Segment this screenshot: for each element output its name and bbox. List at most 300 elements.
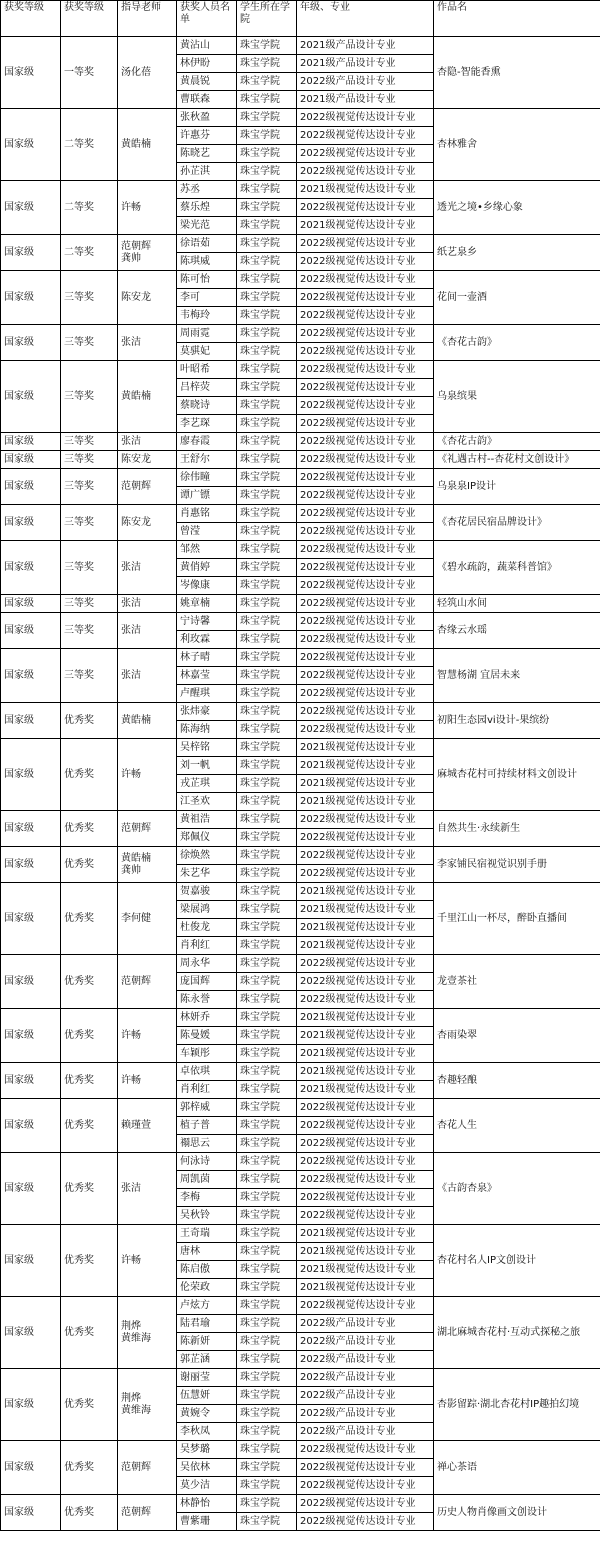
college-cell: 珠宝学院 xyxy=(237,1243,297,1261)
grade-major-cell: 2022级视觉传达设计专业 xyxy=(297,1117,434,1135)
award-grade-cell: 一等奖 xyxy=(61,37,118,109)
college-cell: 珠宝学院 xyxy=(237,1189,297,1207)
award-grade-cell: 优秀奖 xyxy=(61,847,118,883)
advisor-cell: 黄皓楠 龚帅 xyxy=(118,847,177,883)
header-work-title: 作品名 xyxy=(434,1,600,37)
grade-major-cell: 2021级视觉传达设计专业 xyxy=(297,1027,434,1045)
grade-major-cell: 2022级视觉传达设计专业 xyxy=(297,379,434,397)
award-grade-cell: 优秀奖 xyxy=(61,1063,118,1099)
college-cell: 珠宝学院 xyxy=(237,109,297,127)
work-title-cell: 杏花村名人IP文创设计 xyxy=(434,1225,600,1297)
college-cell: 珠宝学院 xyxy=(237,361,297,379)
table-row xyxy=(1,541,600,559)
work-title-cell: 轻筑山水间 xyxy=(434,595,600,613)
table-row xyxy=(1,451,600,469)
header-award-level: 获奖等级 xyxy=(1,1,61,37)
college-cell: 珠宝学院 xyxy=(237,199,297,217)
college-cell: 珠宝学院 xyxy=(237,1081,297,1099)
grade-major-cell: 2022级视觉传达设计专业 xyxy=(297,325,434,343)
advisor-cell: 陈安龙 xyxy=(118,271,177,325)
grade-major-cell: 2022级视觉传达设计专业 xyxy=(297,865,434,883)
college-cell: 珠宝学院 xyxy=(237,577,297,595)
table-row xyxy=(1,37,600,55)
student-name-cell: 何泳诗 xyxy=(177,1153,237,1171)
header-advisor: 指导老师 xyxy=(118,1,177,37)
college-cell: 珠宝学院 xyxy=(237,487,297,505)
work-title-cell: 杏趣轻酿 xyxy=(434,1063,600,1099)
grade-major-cell: 2022级视觉传达设计专业 xyxy=(297,1477,434,1495)
college-cell: 珠宝学院 xyxy=(237,775,297,793)
grade-major-cell: 2022级视觉传达设计专业 xyxy=(297,811,434,829)
college-cell: 珠宝学院 xyxy=(237,1153,297,1171)
award-grade-cell: 三等奖 xyxy=(61,433,118,451)
award-level-cell: 国家级 xyxy=(1,739,61,811)
college-cell: 珠宝学院 xyxy=(237,1459,297,1477)
college-cell: 珠宝学院 xyxy=(237,559,297,577)
grade-major-cell: 2022级视觉传达设计专业 xyxy=(297,1153,434,1171)
table-row xyxy=(1,271,600,289)
college-cell: 珠宝学院 xyxy=(237,1099,297,1117)
award-level-cell: 国家级 xyxy=(1,451,61,469)
work-title-cell: 《杏花古韵》 xyxy=(434,433,600,451)
student-name-cell: 唐林 xyxy=(177,1243,237,1261)
college-cell: 珠宝学院 xyxy=(237,55,297,73)
grade-major-cell: 2021级视觉传达设计专业 xyxy=(297,181,434,199)
advisor-cell: 荆烨 黄维海 xyxy=(118,1369,177,1441)
grade-major-cell: 2022级视觉传达设计专业 xyxy=(297,469,434,487)
table-row xyxy=(1,1099,600,1117)
college-cell: 珠宝学院 xyxy=(237,217,297,235)
award-level-cell: 国家级 xyxy=(1,1153,61,1225)
college-cell: 珠宝学院 xyxy=(237,685,297,703)
college-cell: 珠宝学院 xyxy=(237,397,297,415)
college-cell: 珠宝学院 xyxy=(237,1441,297,1459)
college-cell: 珠宝学院 xyxy=(237,1387,297,1405)
work-title-cell: 杏缘云水瑶 xyxy=(434,613,600,649)
award-level-cell: 国家级 xyxy=(1,433,61,451)
award-level-cell: 国家级 xyxy=(1,235,61,271)
award-grade-cell: 三等奖 xyxy=(61,361,118,433)
college-cell: 珠宝学院 xyxy=(237,379,297,397)
student-name-cell: 李秋凤 xyxy=(177,1423,237,1441)
award-grade-cell: 三等奖 xyxy=(61,613,118,649)
student-name-cell: 朱艺华 xyxy=(177,865,237,883)
header-college: 学生所在学院 xyxy=(237,1,297,37)
college-cell: 珠宝学院 xyxy=(237,973,297,991)
student-name-cell: 贺嘉骏 xyxy=(177,883,237,901)
student-name-cell: 曾滢 xyxy=(177,523,237,541)
student-name-cell: 陈海纳 xyxy=(177,721,237,739)
student-name-cell: 林嘉莹 xyxy=(177,667,237,685)
student-name-cell: 黄婉令 xyxy=(177,1405,237,1423)
advisor-cell: 陈安龙 xyxy=(118,505,177,541)
work-title-cell: 杏雨染翠 xyxy=(434,1009,600,1063)
student-name-cell: 孙芷淇 xyxy=(177,163,237,181)
award-grade-cell: 优秀奖 xyxy=(61,1153,118,1225)
grade-major-cell: 2022级视觉传达设计专业 xyxy=(297,721,434,739)
college-cell: 珠宝学院 xyxy=(237,919,297,937)
student-name-cell: 黄晨锐 xyxy=(177,73,237,91)
work-title-cell: 乌泉缤果 xyxy=(434,361,600,433)
award-level-cell: 国家级 xyxy=(1,883,61,955)
header-winners: 获奖人员名单 xyxy=(177,1,237,37)
table-row xyxy=(1,811,600,829)
college-cell: 珠宝学院 xyxy=(237,721,297,739)
award-level-cell: 国家级 xyxy=(1,1225,61,1297)
award-grade-cell: 优秀奖 xyxy=(61,1441,118,1495)
grade-major-cell: 2022级产品设计专业 xyxy=(297,1405,434,1423)
award-grade-cell: 三等奖 xyxy=(61,505,118,541)
student-name-cell: 卢炫方 xyxy=(177,1297,237,1315)
student-name-cell: 李艺琛 xyxy=(177,415,237,433)
grade-major-cell: 2022级视觉传达设计专业 xyxy=(297,415,434,433)
college-cell: 珠宝学院 xyxy=(237,181,297,199)
student-name-cell: 陈新妍 xyxy=(177,1333,237,1351)
grade-major-cell: 2022级视觉传达设计专业 xyxy=(297,991,434,1009)
table-row xyxy=(1,1153,600,1171)
grade-major-cell: 2022级视觉传达设计专业 xyxy=(297,361,434,379)
college-cell: 珠宝学院 xyxy=(237,1171,297,1189)
award-level-cell: 国家级 xyxy=(1,541,61,595)
award-grade-cell: 二等奖 xyxy=(61,235,118,271)
work-title-cell: 千里江山一杯尽，醉卧直播间 xyxy=(434,883,600,955)
student-name-cell: 徐伟瞳 xyxy=(177,469,237,487)
student-name-cell: 庞国辉 xyxy=(177,973,237,991)
college-cell: 珠宝学院 xyxy=(237,631,297,649)
grade-major-cell: 2022级视觉传达设计专业 xyxy=(297,307,434,325)
student-name-cell: 廖春霞 xyxy=(177,433,237,451)
grade-major-cell: 2022级视觉传达设计专业 xyxy=(297,487,434,505)
award-level-cell: 国家级 xyxy=(1,37,61,109)
table-row xyxy=(1,1009,600,1027)
grade-major-cell: 2022级产品设计专业 xyxy=(297,1351,434,1369)
student-name-cell: 叶昭希 xyxy=(177,361,237,379)
student-name-cell: 陈可怡 xyxy=(177,271,237,289)
grade-major-cell: 2022级视觉传达设计专业 xyxy=(297,163,434,181)
student-name-cell: 周凯茵 xyxy=(177,1171,237,1189)
student-name-cell: 肖惠铭 xyxy=(177,505,237,523)
college-cell: 珠宝学院 xyxy=(237,1333,297,1351)
award-level-cell: 国家级 xyxy=(1,1441,61,1495)
table-row xyxy=(1,1063,600,1081)
award-level-cell: 国家级 xyxy=(1,811,61,847)
student-name-cell: 韦梅玲 xyxy=(177,307,237,325)
college-cell: 珠宝学院 xyxy=(237,811,297,829)
student-name-cell: 姚章楠 xyxy=(177,595,237,613)
grade-major-cell: 2021级视觉传达设计专业 xyxy=(297,901,434,919)
student-name-cell: 林静怡 xyxy=(177,1495,237,1513)
college-cell: 珠宝学院 xyxy=(237,469,297,487)
grade-major-cell: 2022级视觉传达设计专业 xyxy=(297,559,434,577)
work-title-cell: 《杏花居民宿品牌设计》 xyxy=(434,505,600,541)
college-cell: 珠宝学院 xyxy=(237,163,297,181)
college-cell: 珠宝学院 xyxy=(237,73,297,91)
college-cell: 珠宝学院 xyxy=(237,1027,297,1045)
award-level-cell: 国家级 xyxy=(1,1369,61,1441)
grade-major-cell: 2021级视觉传达设计专业 xyxy=(297,757,434,775)
college-cell: 珠宝学院 xyxy=(237,433,297,451)
grade-major-cell: 2022级视觉传达设计专业 xyxy=(297,667,434,685)
grade-major-cell: 2022级视觉传达设计专业 xyxy=(297,1189,434,1207)
work-title-cell: 透光之境•乡缘心象 xyxy=(434,181,600,235)
student-name-cell: 杜俊龙 xyxy=(177,919,237,937)
award-level-cell: 国家级 xyxy=(1,1099,61,1153)
work-title-cell: 湖北麻城杏花村·互动式探秘之旅 xyxy=(434,1297,600,1369)
award-grade-cell: 三等奖 xyxy=(61,325,118,361)
college-cell: 珠宝学院 xyxy=(237,757,297,775)
award-level-cell: 国家级 xyxy=(1,1063,61,1099)
award-grade-cell: 优秀奖 xyxy=(61,1297,118,1369)
college-cell: 珠宝学院 xyxy=(237,91,297,109)
student-name-cell: 莫少洁 xyxy=(177,1477,237,1495)
award-level-cell: 国家级 xyxy=(1,1495,61,1531)
college-cell: 珠宝学院 xyxy=(237,613,297,631)
college-cell: 珠宝学院 xyxy=(237,127,297,145)
grade-major-cell: 2022级视觉传达设计专业 xyxy=(297,433,434,451)
table-row xyxy=(1,433,600,451)
college-cell: 珠宝学院 xyxy=(237,1207,297,1225)
table-row xyxy=(1,469,600,487)
header-grade-major: 年级、专业 xyxy=(297,1,434,37)
grade-major-cell: 2022级视觉传达设计专业 xyxy=(297,703,434,721)
grade-major-cell: 2021级视觉传达设计专业 xyxy=(297,1279,434,1297)
grade-major-cell: 2021级视觉传达设计专业 xyxy=(297,775,434,793)
student-name-cell: 植子普 xyxy=(177,1117,237,1135)
grade-major-cell: 2022级视觉传达设计专业 xyxy=(297,577,434,595)
award-level-cell: 国家级 xyxy=(1,469,61,505)
student-name-cell: 蔡乐煌 xyxy=(177,199,237,217)
award-grade-cell: 优秀奖 xyxy=(61,1009,118,1063)
grade-major-cell: 2022级视觉传达设计专业 xyxy=(297,343,434,361)
advisor-cell: 黄皓楠 xyxy=(118,703,177,739)
grade-major-cell: 2021级视觉传达设计专业 xyxy=(297,919,434,937)
college-cell: 珠宝学院 xyxy=(237,1225,297,1243)
student-name-cell: 李梅 xyxy=(177,1189,237,1207)
grade-major-cell: 2022级视觉传达设计专业 xyxy=(297,397,434,415)
award-grade-cell: 三等奖 xyxy=(61,595,118,613)
grade-major-cell: 2021级视觉传达设计专业 xyxy=(297,1225,434,1243)
advisor-cell: 黄皓楠 xyxy=(118,361,177,433)
grade-major-cell: 2022级视觉传达设计专业 xyxy=(297,685,434,703)
work-title-cell: 禅心茶语 xyxy=(434,1441,600,1495)
college-cell: 珠宝学院 xyxy=(237,865,297,883)
student-name-cell: 陈曼媛 xyxy=(177,1027,237,1045)
work-title-cell: 《礼遇古村--杏花村文创设计》 xyxy=(434,451,600,469)
grade-major-cell: 2021级视觉传达设计专业 xyxy=(297,1243,434,1261)
college-cell: 珠宝学院 xyxy=(237,1261,297,1279)
grade-major-cell: 2021级视觉传达设计专业 xyxy=(297,739,434,757)
grade-major-cell: 2022级视觉传达设计专业 xyxy=(297,1297,434,1315)
student-name-cell: 伍慧妍 xyxy=(177,1387,237,1405)
student-name-cell: 黄沾山 xyxy=(177,37,237,55)
college-cell: 珠宝学院 xyxy=(237,37,297,55)
student-name-cell: 陈晓艺 xyxy=(177,145,237,163)
table-row xyxy=(1,613,600,631)
work-title-cell: 乌泉泉IP设计 xyxy=(434,469,600,505)
table-row xyxy=(1,649,600,667)
table-row xyxy=(1,883,600,901)
college-cell: 珠宝学院 xyxy=(237,1513,297,1531)
table-row xyxy=(1,955,600,973)
table-row xyxy=(1,595,600,613)
grade-major-cell: 2022级产品设计专业 xyxy=(297,1387,434,1405)
grade-major-cell: 2022级视觉传达设计专业 xyxy=(297,145,434,163)
award-level-cell: 国家级 xyxy=(1,1009,61,1063)
award-grade-cell: 优秀奖 xyxy=(61,1495,118,1531)
student-name-cell: 蔡晓诗 xyxy=(177,397,237,415)
student-name-cell: 利玫霖 xyxy=(177,631,237,649)
advisor-cell: 张洁 xyxy=(118,325,177,361)
work-title-cell: 《杏花古韵》 xyxy=(434,325,600,361)
advisor-cell: 范朝辉 xyxy=(118,469,177,505)
table-row xyxy=(1,235,600,253)
student-name-cell: 岑像康 xyxy=(177,577,237,595)
advisor-cell: 张洁 xyxy=(118,433,177,451)
grade-major-cell: 2022级视觉传达设计专业 xyxy=(297,1135,434,1153)
grade-major-cell: 2021级视觉传达设计专业 xyxy=(297,937,434,955)
work-title-cell: 杏林雅舍 xyxy=(434,109,600,181)
student-name-cell: 陆君瑜 xyxy=(177,1315,237,1333)
award-grade-cell: 优秀奖 xyxy=(61,703,118,739)
student-name-cell: 吴梦璐 xyxy=(177,1441,237,1459)
student-name-cell: 江圣欢 xyxy=(177,793,237,811)
college-cell: 珠宝学院 xyxy=(237,505,297,523)
grade-major-cell: 2021级视觉传达设计专业 xyxy=(297,793,434,811)
student-name-cell: 伦荣政 xyxy=(177,1279,237,1297)
student-name-cell: 郭芷涵 xyxy=(177,1351,237,1369)
student-name-cell: 戎芷琪 xyxy=(177,775,237,793)
grade-major-cell: 2022级视觉传达设计专业 xyxy=(297,955,434,973)
grade-major-cell: 2022级视觉传达设计专业 xyxy=(297,829,434,847)
work-title-cell: 杏影留踪·湖北杏花村IP趣拍幻境 xyxy=(434,1369,600,1441)
student-name-cell: 陈启傲 xyxy=(177,1261,237,1279)
table-row xyxy=(1,847,600,865)
student-name-cell: 邹然 xyxy=(177,541,237,559)
student-name-cell: 林伊盼 xyxy=(177,55,237,73)
award-grade-cell: 优秀奖 xyxy=(61,1099,118,1153)
college-cell: 珠宝学院 xyxy=(237,667,297,685)
grade-major-cell: 2022级产品设计专业 xyxy=(297,1369,434,1387)
college-cell: 珠宝学院 xyxy=(237,1315,297,1333)
college-cell: 珠宝学院 xyxy=(237,1495,297,1513)
advisor-cell: 许畅 xyxy=(118,181,177,235)
grade-major-cell: 2021级视觉传达设计专业 xyxy=(297,1081,434,1099)
student-name-cell: 肖利红 xyxy=(177,937,237,955)
student-name-cell: 李可 xyxy=(177,289,237,307)
work-title-cell: 龙壹茶社 xyxy=(434,955,600,1009)
grade-major-cell: 2022级产品设计专业 xyxy=(297,1333,434,1351)
college-cell: 珠宝学院 xyxy=(237,1279,297,1297)
student-name-cell: 卓依琪 xyxy=(177,1063,237,1081)
college-cell: 珠宝学院 xyxy=(237,1135,297,1153)
grade-major-cell: 2022级视觉传达设计专业 xyxy=(297,1459,434,1477)
award-level-cell: 国家级 xyxy=(1,649,61,703)
student-name-cell: 周雨霓 xyxy=(177,325,237,343)
college-cell: 珠宝学院 xyxy=(237,541,297,559)
award-level-cell: 国家级 xyxy=(1,955,61,1009)
student-name-cell: 周永华 xyxy=(177,955,237,973)
college-cell: 珠宝学院 xyxy=(237,145,297,163)
award-grade-cell: 三等奖 xyxy=(61,541,118,595)
grade-major-cell: 2022级产品设计专业 xyxy=(297,73,434,91)
grade-major-cell: 2022级视觉传达设计专业 xyxy=(297,253,434,271)
award-level-cell: 国家级 xyxy=(1,613,61,649)
advisor-cell: 范朝辉 龚帅 xyxy=(118,235,177,271)
college-cell: 珠宝学院 xyxy=(237,343,297,361)
college-cell: 珠宝学院 xyxy=(237,739,297,757)
advisor-cell: 许畅 xyxy=(118,739,177,811)
work-title-cell: 李家铺民宿视觉识别手册 xyxy=(434,847,600,883)
student-name-cell: 苏丞 xyxy=(177,181,237,199)
work-title-cell: 杏隐-智能香熏 xyxy=(434,37,600,109)
work-title-cell: 花间一壶酒 xyxy=(434,271,600,325)
work-title-cell: 纸艺泉乡 xyxy=(434,235,600,271)
award-level-cell: 国家级 xyxy=(1,505,61,541)
college-cell: 珠宝学院 xyxy=(237,847,297,865)
advisor-cell: 李何健 xyxy=(118,883,177,955)
student-name-cell: 王舒尔 xyxy=(177,451,237,469)
student-name-cell: 张炜豪 xyxy=(177,703,237,721)
advisor-cell: 黄皓楠 xyxy=(118,109,177,181)
grade-major-cell: 2022级视觉传达设计专业 xyxy=(297,1171,434,1189)
college-cell: 珠宝学院 xyxy=(237,1405,297,1423)
student-name-cell: 梁光范 xyxy=(177,217,237,235)
student-name-cell: 曹紫珊 xyxy=(177,1513,237,1531)
work-title-cell: 杏花人生 xyxy=(434,1099,600,1153)
college-cell: 珠宝学院 xyxy=(237,937,297,955)
grade-major-cell: 2021级视觉传达设计专业 xyxy=(297,217,434,235)
student-name-cell: 陈琪威 xyxy=(177,253,237,271)
work-title-cell: 自然共生·永续新生 xyxy=(434,811,600,847)
college-cell: 珠宝学院 xyxy=(237,829,297,847)
student-name-cell: 肖利红 xyxy=(177,1081,237,1099)
grade-major-cell: 2021级视觉传达设计专业 xyxy=(297,1063,434,1081)
grade-major-cell: 2022级视觉传达设计专业 xyxy=(297,235,434,253)
college-cell: 珠宝学院 xyxy=(237,523,297,541)
grade-major-cell: 2022级视觉传达设计专业 xyxy=(297,199,434,217)
grade-major-cell: 2022级视觉传达设计专业 xyxy=(297,631,434,649)
student-name-cell: 梁展鸿 xyxy=(177,901,237,919)
table-row xyxy=(1,361,600,379)
advisor-cell: 许畅 xyxy=(118,1009,177,1063)
grade-major-cell: 2022级视觉传达设计专业 xyxy=(297,271,434,289)
grade-major-cell: 2021级视觉传达设计专业 xyxy=(297,1009,434,1027)
advisor-cell: 范朝辉 xyxy=(118,1441,177,1495)
student-name-cell: 张秋盈 xyxy=(177,109,237,127)
grade-major-cell: 2022级视觉传达设计专业 xyxy=(297,109,434,127)
award-grade-cell: 二等奖 xyxy=(61,109,118,181)
advisor-cell: 张洁 xyxy=(118,595,177,613)
student-name-cell: 林妍乔 xyxy=(177,1009,237,1027)
award-level-cell: 国家级 xyxy=(1,1297,61,1369)
grade-major-cell: 2021级视觉传达设计专业 xyxy=(297,883,434,901)
grade-major-cell: 2022级视觉传达设计专业 xyxy=(297,613,434,631)
college-cell: 珠宝学院 xyxy=(237,1351,297,1369)
advisor-cell: 汤化蓓 xyxy=(118,37,177,109)
work-title-cell: 历史人物肖像画文创设计 xyxy=(434,1495,600,1531)
college-cell: 珠宝学院 xyxy=(237,1297,297,1315)
table-body xyxy=(1,37,600,1531)
student-name-cell: 王奇瑞 xyxy=(177,1225,237,1243)
advisor-cell: 陈安龙 xyxy=(118,451,177,469)
student-name-cell: 陈永誉 xyxy=(177,991,237,1009)
table-row xyxy=(1,1495,600,1513)
student-name-cell: 车颖彤 xyxy=(177,1045,237,1063)
college-cell: 珠宝学院 xyxy=(237,451,297,469)
student-name-cell: 吴梓铭 xyxy=(177,739,237,757)
grade-major-cell: 2022级视觉传达设计专业 xyxy=(297,523,434,541)
college-cell: 珠宝学院 xyxy=(237,307,297,325)
